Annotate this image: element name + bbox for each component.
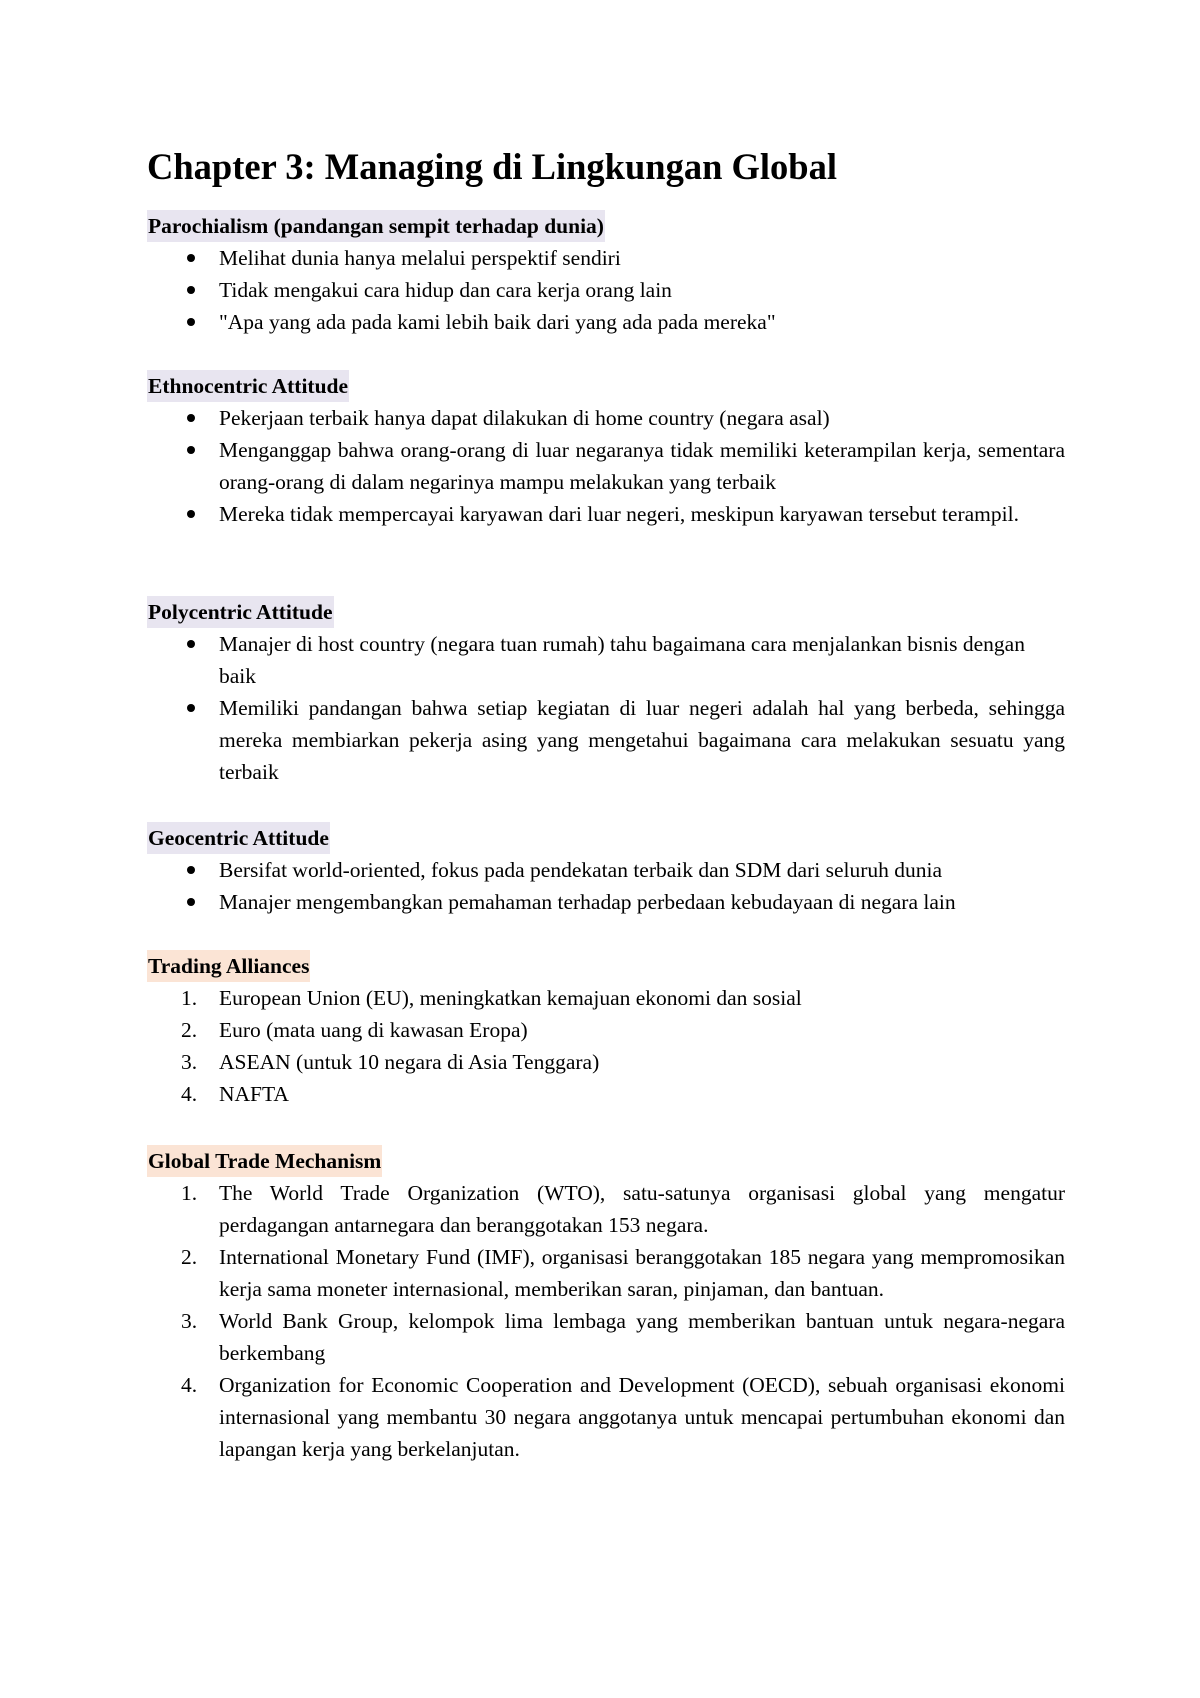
section-heading: Geocentric Attitude: [147, 822, 330, 854]
section-heading: Trading Alliances: [147, 950, 310, 982]
section-heading: Global Trade Mechanism: [147, 1145, 382, 1177]
list-item: Manajer mengembangkan pemahaman terhadap perbedaan kebudayaan di negara lain: [219, 890, 956, 914]
list-number: 4.: [181, 1373, 198, 1397]
section-geocentric: [147, 822, 1065, 918]
list-item: 2. International Monetary Fund (IMF), organisasi beranggotakan 185 negara yang mempromosikan kerja sama moneter internasional, memberikan saran, pinjaman, dan bantuan.: [147, 1241, 1065, 1305]
section-heading: Polycentric Attitude: [147, 596, 334, 628]
list-item: Memiliki pandangan bahwa setiap kegiatan di luar negeri adalah hal yang berbeda, sehingga mereka membiarkan pekerja asing yang mengetahui bagaimana cara melakukan sesuatu yang terbaik: [219, 696, 1065, 784]
bullet-list: [147, 854, 1065, 918]
list-item: 3. World Bank Group, kelompok lima lembaga yang memberikan bantuan untuk negara-negara berkembang: [147, 1305, 1065, 1369]
list-item: 4. Organization for Economic Cooperation and Development (OECD), sebuah organisasi ekonomi internasional yang membantu 30 negara anggotanya untuk mencapai pertumbuhan ekonomi dan lapangan kerja yang berkelanjutan.: [147, 1369, 1065, 1465]
section-ethnocentric: [147, 370, 1065, 530]
list-number: 2.: [181, 1018, 198, 1042]
section-parochialism: [147, 210, 1065, 338]
list-number: 3.: [181, 1050, 198, 1074]
list-item: Tidak mengakui cara hidup dan cara kerja orang lain: [219, 278, 672, 302]
list-item: Bersifat world-oriented, fokus pada pendekatan terbaik dan SDM dari seluruh dunia: [219, 858, 943, 882]
section-heading: Parochialism (pandangan sempit terhadap dunia): [147, 210, 605, 242]
list-item: Mereka tidak mempercayai karyawan dari luar negeri, meskipun karyawan tersebut terampil.: [219, 502, 1019, 526]
list-item: 1. The World Trade Organization (WTO), satu-satunya organisasi global yang mengatur perdagangan antarnegara dan beranggotakan 153 negara.: [147, 1177, 1065, 1241]
bullet-list: [147, 402, 1065, 530]
list-item: 4. NAFTA: [147, 1078, 1065, 1110]
list-item: Menganggap bahwa orang-orang di luar negaranya tidak memiliki keterampilan kerja, sementara orang-orang di dalam negarinya mampu melakukan yang terbaik: [219, 438, 1065, 494]
section-trading-alliances: [147, 950, 1065, 1110]
section-global-trade-mechanism: [147, 1145, 1065, 1465]
section-polycentric: [147, 596, 1065, 788]
list-item: "Apa yang ada pada kami lebih baik dari yang ada pada mereka": [219, 310, 776, 334]
list-number: 1.: [181, 986, 198, 1010]
list-item: Pekerjaan terbaik hanya dapat dilakukan di home country (negara asal): [219, 406, 830, 430]
list-number: 1.: [181, 1181, 198, 1205]
list-item: Manajer di host country (negara tuan rumah) tahu bagaimana cara menjalankan bisnis dengan baik: [219, 632, 1025, 688]
list-item: 3. ASEAN (untuk 10 negara di Asia Tenggara): [147, 1046, 1065, 1078]
bullet-list: [147, 628, 1065, 788]
page-title: Chapter 3: Managing di Lingkungan Global: [147, 146, 837, 187]
list-number: 4.: [181, 1082, 198, 1106]
list-number: 2.: [181, 1245, 198, 1269]
numbered-list: [147, 1177, 1065, 1465]
bullet-list: [147, 242, 1065, 338]
list-item: Melihat dunia hanya melalui perspektif sendiri: [219, 246, 621, 270]
list-number: 3.: [181, 1309, 198, 1333]
list-item: 2. Euro (mata uang di kawasan Eropa): [147, 1014, 1065, 1046]
numbered-list: [147, 982, 1065, 1110]
list-item: 1. European Union (EU), meningkatkan kemajuan ekonomi dan sosial: [147, 982, 1065, 1014]
section-heading: Ethnocentric Attitude: [147, 370, 349, 402]
